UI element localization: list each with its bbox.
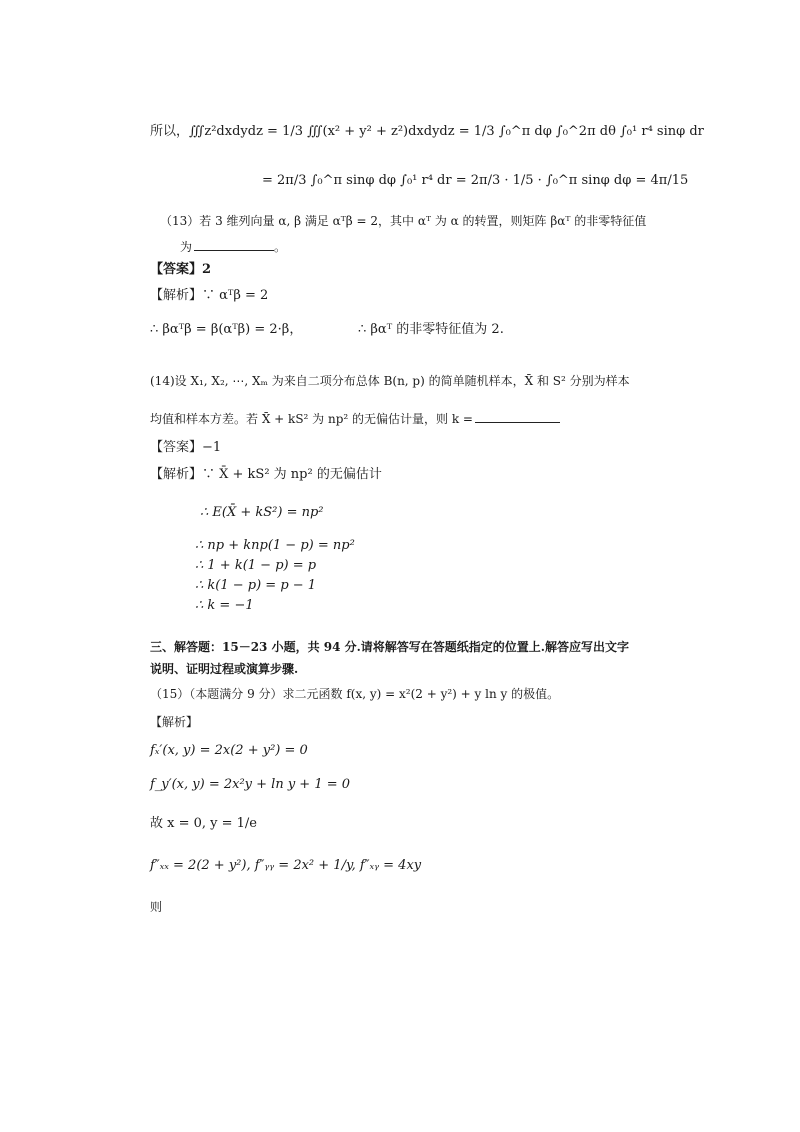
text-line: 说明、证明过程或演算步骤. — [150, 662, 299, 676]
text-line: 【解析】∵ X̄ + kS² 为 np² 的无偏估计 — [150, 467, 382, 482]
text-line: ∴ βαᵀ 的非零特征值为 2. — [358, 322, 504, 337]
text-line: 【解析】∵ αᵀβ = 2 — [150, 288, 269, 303]
text-line: 【答案】2 — [150, 262, 212, 277]
text-line: 所以，∭z²dxdydz = 1/3 ∭(x² + y² + z²)dxdydz = 1/3 ∫₀^π dφ ∫₀^2π dθ ∫₀¹ r⁴ sinφ dr — [150, 124, 704, 139]
text-line: （15）（本题满分 9 分）求二元函数 f(x, y) = x²(2 + y²) + y ln y 的极值。 — [150, 687, 560, 701]
answer-blank — [475, 410, 560, 423]
text-line: (14)设 X₁, X₂, ⋯, Xₘ 为来自二项分布总体 B(n, p) 的简单随机样本，X̄ 和 S² 分别为样本 — [150, 374, 630, 388]
answer-blank — [194, 238, 274, 251]
text-line: 【解析】 — [150, 715, 199, 729]
text-line: ∴ βαᵀβ = β(αᵀβ) = 2·β， — [150, 322, 303, 337]
text-line — [180, 238, 286, 255]
text-line: 三、解答题：15－23 小题，共 94 分.请将解答写在答题纸指定的位置上.解答应写出文字 — [150, 640, 629, 654]
text-line: 故 x = 0, y = 1/e — [150, 816, 258, 831]
text-line: ∴ 1 + k(1 − p) = p — [195, 558, 317, 573]
fill-label: 为 — [180, 240, 193, 254]
text-line: f″ₓₓ = 2(2 + y²), f″ᵧᵧ = 2x² + 1/y, f″ₓᵧ = 4xy — [150, 858, 422, 873]
fill-end: 。 — [274, 240, 287, 254]
text-line — [150, 410, 560, 427]
text-line: ∴ E(X̄ + kS²) = np² — [200, 505, 324, 520]
text-line: ∴ k(1 − p) = p − 1 — [195, 578, 317, 593]
text-line: （13）若 3 维列向量 α, β 满足 αᵀβ = 2，其中 αᵀ 为 α 的转置，则矩阵 βαᵀ 的非零特征值 — [160, 214, 647, 228]
text-line: f_y′(x, y) = 2x²y + ln y + 1 = 0 — [150, 777, 351, 792]
text-line: = 2π/3 ∫₀^π sinφ dφ ∫₀¹ r⁴ dr = 2π/3 · 1/5 · ∫₀^π sinφ dφ = 4π/15 — [262, 173, 689, 188]
text-line: 【答案】−1 — [150, 440, 222, 455]
text-line: ∴ k = −1 — [195, 598, 254, 613]
text-line: ∴ np + knp(1 − p) = np² — [195, 538, 355, 553]
fill-label: 均值和样本方差。若 X̄ + kS² 为 np² 的无偏估计量，则 k = — [150, 412, 473, 426]
text-line: fₓ′(x, y) = 2x(2 + y²) = 0 — [150, 743, 308, 758]
text-line: 则 — [150, 900, 163, 914]
